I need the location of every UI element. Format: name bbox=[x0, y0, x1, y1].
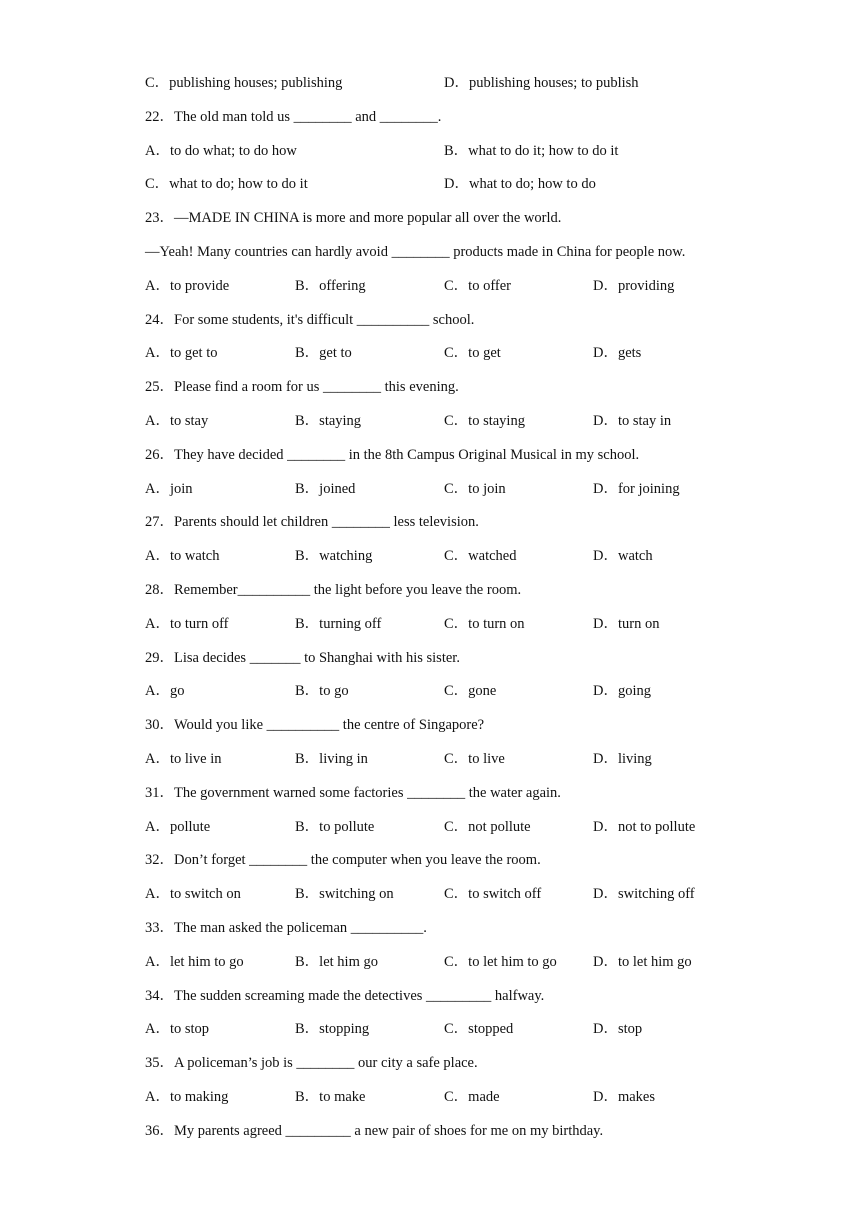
option-c: C．to staying bbox=[444, 413, 525, 429]
option-a: A．to live in bbox=[145, 751, 222, 767]
question-24: 24．For some students, it's difficult __________ school. bbox=[145, 312, 475, 328]
option-d: D．switching off bbox=[593, 886, 695, 902]
option-d: D．providing bbox=[593, 278, 675, 294]
question-30: 30．Would you like __________ the centre of Singapore? bbox=[145, 717, 485, 733]
option-b: B．to make bbox=[295, 1089, 366, 1105]
option-b: B．living in bbox=[295, 751, 368, 767]
option-a: A．to provide bbox=[145, 278, 230, 294]
question-36: 36．My parents agreed _________ a new pair of shoes for me on my birthday. bbox=[145, 1123, 604, 1139]
question-31: 31．The government warned some factories ________ the water again. bbox=[145, 785, 561, 801]
option-d: D．going bbox=[593, 683, 651, 699]
option-b: B．offering bbox=[295, 278, 366, 294]
option-d: D．stop bbox=[593, 1021, 643, 1037]
option-b: B．joined bbox=[295, 481, 356, 497]
option-c: C．to live bbox=[444, 751, 505, 767]
option-a: A．pollute bbox=[145, 819, 211, 835]
question-22: 22．The old man told us ________ and ________. bbox=[145, 109, 442, 125]
question-23: 23．—MADE IN CHINA is more and more popular all over the world. bbox=[145, 210, 562, 226]
option-a: A．to making bbox=[145, 1089, 229, 1105]
option-c: C．watched bbox=[444, 548, 517, 564]
option-c: C．made bbox=[444, 1089, 500, 1105]
question-34: 34．The sudden screaming made the detectives _________ halfway. bbox=[145, 988, 545, 1004]
option-d: D．watch bbox=[593, 548, 653, 564]
option-b: B．let him go bbox=[295, 954, 378, 970]
option-b: B．get to bbox=[295, 345, 352, 361]
question-27: 27．Parents should let children ________ less television. bbox=[145, 514, 479, 530]
question-29: 29．Lisa decides _______ to Shanghai with his sister. bbox=[145, 650, 460, 666]
option-c: C．gone bbox=[444, 683, 497, 699]
question-33: 33．The man asked the policeman __________. bbox=[145, 920, 427, 936]
option-b: B．turning off bbox=[295, 616, 382, 632]
option-b: B．stopping bbox=[295, 1021, 370, 1037]
question-26: 26．They have decided ________ in the 8th Campus Original Musical in my school. bbox=[145, 447, 640, 463]
option-d: D．to stay in bbox=[593, 413, 672, 429]
option-b: B．to pollute bbox=[295, 819, 375, 835]
option-d: D．gets bbox=[593, 345, 642, 361]
question-25: 25．Please find a room for us ________ this evening. bbox=[145, 379, 459, 395]
option-b: B．what to do it; how to do it bbox=[444, 143, 619, 159]
option-c: C．not pollute bbox=[444, 819, 531, 835]
option-a: A．go bbox=[145, 683, 185, 699]
question-23-reply: —Yeah! Many countries can hardly avoid ________ products made in China for people now. bbox=[145, 244, 686, 260]
option-c: C．to join bbox=[444, 481, 506, 497]
option-c: C．to switch off bbox=[444, 886, 542, 902]
option-a: A．to get to bbox=[145, 345, 218, 361]
option-d: D．not to pollute bbox=[593, 819, 696, 835]
option-c: C．what to do; how to do it bbox=[145, 176, 308, 192]
option-b: B．watching bbox=[295, 548, 373, 564]
option-a: A．let him to go bbox=[145, 954, 244, 970]
option-a: A．to stay bbox=[145, 413, 209, 429]
option-b: B．staying bbox=[295, 413, 362, 429]
option-d: D．to let him go bbox=[593, 954, 692, 970]
question-28: 28．Remember__________ the light before you leave the room. bbox=[145, 582, 522, 598]
option-a: A．to switch on bbox=[145, 886, 241, 902]
option-a: A．to watch bbox=[145, 548, 220, 564]
option-d: D．living bbox=[593, 751, 652, 767]
option-c: C．stopped bbox=[444, 1021, 514, 1037]
option-d: D．for joining bbox=[593, 481, 680, 497]
option-c: C．to turn on bbox=[444, 616, 525, 632]
option-c: C．to get bbox=[444, 345, 501, 361]
option-d: D．publishing houses; to publish bbox=[444, 75, 639, 91]
question-32: 32．Don’t forget ________ the computer when you leave the room. bbox=[145, 852, 541, 868]
option-a: A．to stop bbox=[145, 1021, 210, 1037]
option-d: D．makes bbox=[593, 1089, 656, 1105]
option-a: A．to do what; to do how bbox=[145, 143, 297, 159]
option-b: B．to go bbox=[295, 683, 349, 699]
option-d: D．turn on bbox=[593, 616, 660, 632]
option-d: D．what to do; how to do bbox=[444, 176, 596, 192]
option-a: A．join bbox=[145, 481, 193, 497]
option-c: C．publishing houses; publishing bbox=[145, 75, 343, 91]
question-35: 35．A policeman’s job is ________ our city a safe place. bbox=[145, 1055, 478, 1071]
option-c: C．to let him to go bbox=[444, 954, 557, 970]
option-b: B．switching on bbox=[295, 886, 394, 902]
option-c: C．to offer bbox=[444, 278, 511, 294]
option-a: A．to turn off bbox=[145, 616, 229, 632]
